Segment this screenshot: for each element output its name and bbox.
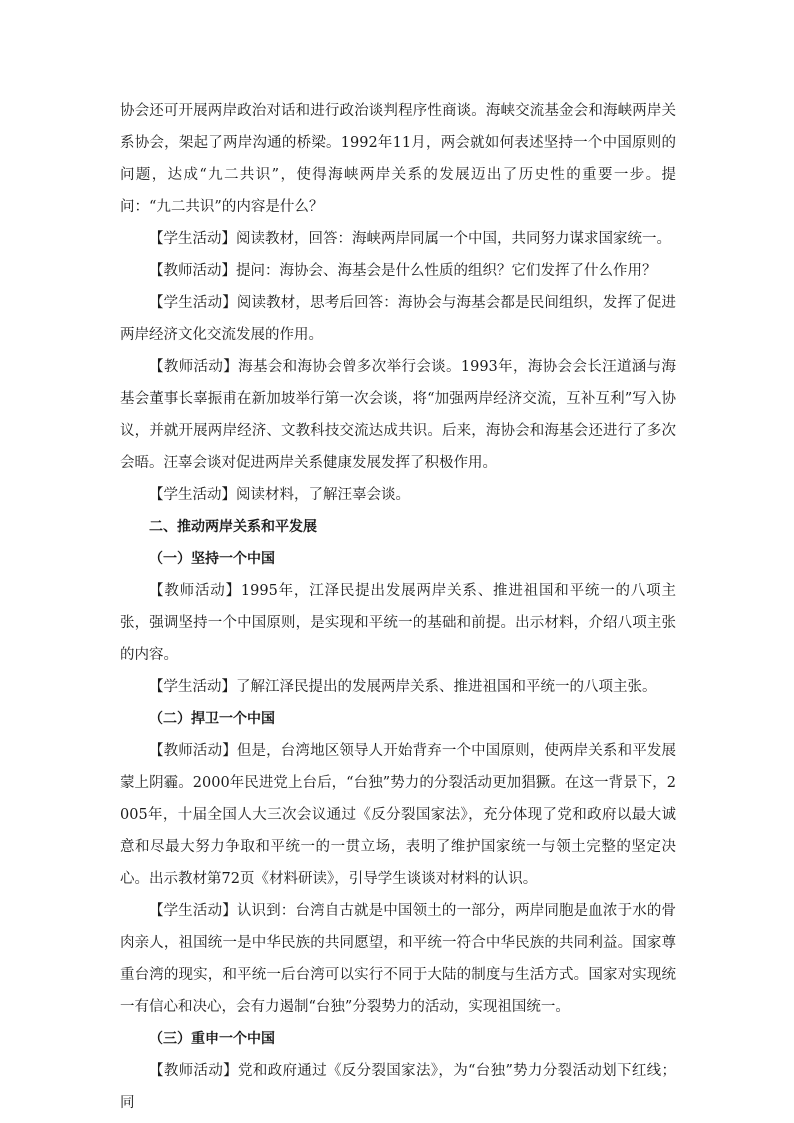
paragraph-student-activity: 【学生活动】了解江泽民提出的发展两岸关系、推进祖国和平统一的八项主张。 (149, 679, 657, 695)
paragraph-student-activity: 【学生活动】阅读教材，思考后回答：海协会与海基会都是民间组织，发挥了促进两岸经济文化交流发展的作用。 (120, 295, 676, 343)
paragraph-teacher-activity: 【教师活动】海基会和海协会曾多次举行会谈。1993年，海协会会长汪道涵与海基会董事长辜振甫在新加坡举行第一次会谈，将“加强两岸经济交流，互补互利”写入协议，并就开展两岸经济、文教科技交流达成共识。后来，海协会和海基会还进行了多次会晤。汪辜会谈对促进两岸关系健康发展发挥了积极作用。 (120, 359, 676, 471)
paragraph-student-activity: 【学生活动】阅读教材，回答：海峡两岸同属一个中国，共同努力谋求国家统一。 (149, 231, 671, 247)
paragraph-student-activity: 【学生活动】阅读材料，了解汪辜会谈。 (149, 487, 410, 503)
subsection-heading: （一）坚持一个中国 (149, 551, 275, 567)
paragraph-teacher-activity: 【教师活动】党和政府通过《反分裂国家法》，为“台独”势力分裂活动划下红线；同 (120, 1063, 676, 1111)
subsection-heading: （二）捍卫一个中国 (149, 711, 275, 727)
section-heading: 二、推动两岸关系和平发展 (149, 519, 317, 535)
paragraph-teacher-activity: 【教师活动】但是，台湾地区领导人开始背弃一个中国原则，使两岸关系和平发展蒙上阴霾。2000年民进党上台后，“台独”势力的分裂活动更加猖獗。在这一背景下，2005年，十届全国人大三次会议通过《反分裂国家法》，充分体现了党和政府以最大诚意和尽最大努力争取和平统一的一贯立场，表明了维护国家统一与领土完整的坚定决心。出示教材第72页《材料研读》，引导学生谈谈对材料的认识。 (120, 743, 676, 887)
paragraph-continued: 协会还可开展两岸政治对话和进行政治谈判程序性商谈。海峡交流基金会和海峡两岸关系协会，架起了两岸沟通的桥梁。1992年11月，两会就如何表述坚持一个中国原则的问题，达成“九二共识”，使得海峡两岸关系的发展迈出了历史性的重要一步。提问：“九二共识”的内容是什么？ (120, 103, 676, 215)
subsection-heading: （三）重申一个中国 (149, 1031, 275, 1047)
paragraph-teacher-activity: 【教师活动】提问：海协会、海基会是什么性质的组织？它们发挥了什么作用？ (149, 263, 657, 279)
paragraph-teacher-activity: 【教师活动】1995年，江泽民提出发展两岸关系、推进祖国和平统一的八项主张，强调坚持一个中国原则，是实现和平统一的基础和前提。出示材料，介绍八项主张的内容。 (120, 583, 676, 663)
paragraph-student-activity: 【学生活动】认识到：台湾自古就是中国领土的一部分，两岸同胞是血浓于水的骨肉亲人，祖国统一是中华民族的共同愿望，和平统一符合中华民族的共同利益。国家尊重台湾的现实，和平统一后台湾可以实行不同于大陆的制度与生活方式。国家对实现统一有信心和决心，会有力遏制“台独”分裂势力的活动，实现祖国统一。 (120, 903, 676, 1015)
document-page (120, 95, 676, 1119)
